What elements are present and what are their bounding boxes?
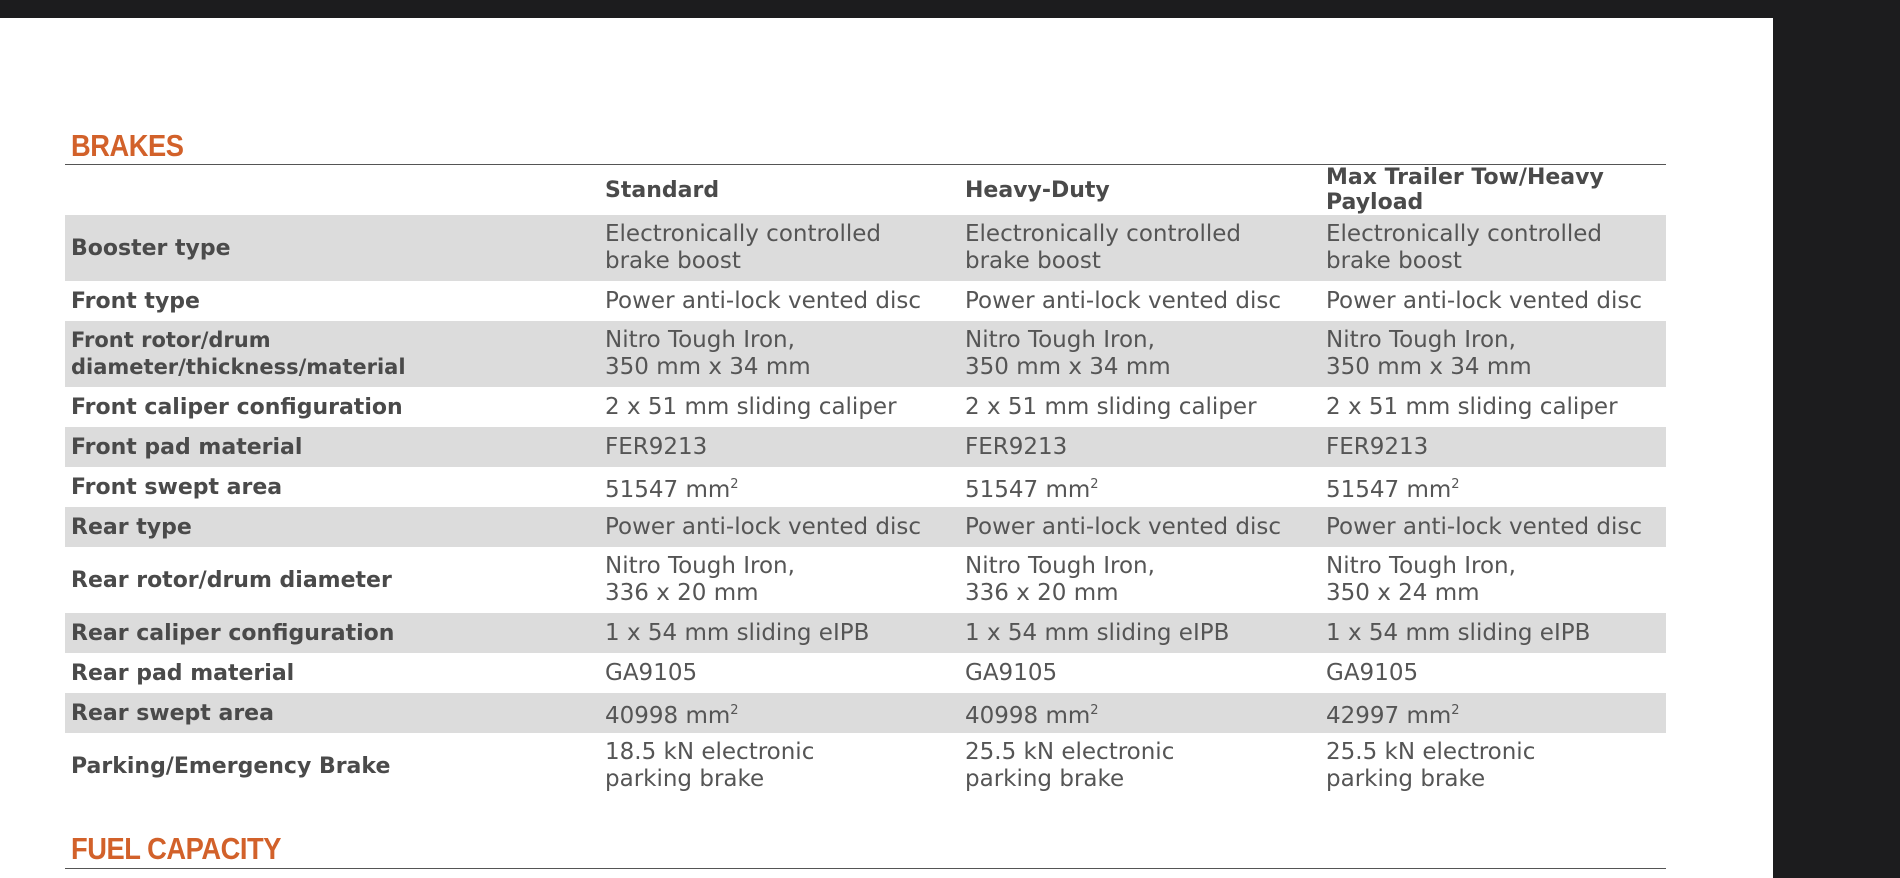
spec-value-cell [605, 387, 965, 427]
spec-value-cell [1326, 427, 1666, 467]
spec-value-line: 350 mm x 34 mm [965, 354, 1171, 380]
spec-value-line: 40998 mm [965, 702, 1091, 729]
spec-value-cell [605, 693, 965, 733]
table-row [65, 467, 1666, 507]
spec-value-cell [1326, 281, 1666, 321]
table-row [65, 387, 1666, 427]
spec-value-line: 1 x 54 mm sliding eIPB [965, 619, 1230, 646]
spec-value-line: brake boost [605, 248, 741, 274]
spec-value-line: 336 x 20 mm [965, 580, 1119, 606]
spec-value-line: GA9105 [605, 659, 698, 686]
spec-value-cell [1326, 693, 1666, 733]
spec-value-line: 350 mm x 34 mm [1326, 354, 1532, 380]
fuel-capacity-title-rule [65, 868, 1666, 869]
spec-value-line: Nitro Tough Iron, [605, 327, 795, 353]
fuel-capacity-section-title: FUEL CAPACITY [71, 831, 282, 866]
spec-value-cell [965, 507, 1326, 547]
spec-value-line: 1 x 54 mm sliding eIPB [605, 619, 870, 646]
spec-value-cell [605, 215, 965, 281]
spec-value-line: 51547 mm [965, 476, 1091, 503]
spec-value-cell [1326, 547, 1666, 613]
spec-value-cell [965, 387, 1326, 427]
spec-value-cell [1326, 653, 1666, 693]
spec-value-line: 1 x 54 mm sliding eIPB [1326, 619, 1591, 646]
spec-value-cell [965, 613, 1326, 653]
table-row [65, 653, 1666, 693]
row-label: Rear swept area [65, 693, 605, 733]
spec-value-line: brake boost [1326, 248, 1462, 274]
table-row [65, 693, 1666, 733]
spec-value-cell [605, 733, 965, 799]
row-label: Booster type [65, 215, 605, 281]
spec-value-line: parking brake [965, 766, 1125, 792]
spec-value-line: 40998 mm [605, 702, 731, 729]
table-header-row [65, 165, 1666, 215]
spec-value-line: 350 x 24 mm [1326, 580, 1480, 606]
unit-superscript: 2 [1451, 476, 1460, 492]
spec-value-cell [1326, 613, 1666, 653]
spec-value-line: 18.5 kN electronic [605, 739, 815, 765]
table-row [65, 281, 1666, 321]
spec-value-line: parking brake [605, 766, 765, 792]
spec-value-line: 350 mm x 34 mm [605, 354, 811, 380]
spec-value-line: Power anti-lock vented disc [1326, 513, 1643, 540]
spec-value-cell [605, 427, 965, 467]
spec-value-line: FER9213 [965, 433, 1068, 460]
spec-value-cell [965, 321, 1326, 387]
spec-value-cell [605, 467, 965, 507]
unit-superscript: 2 [730, 702, 739, 718]
spec-value-line: Power anti-lock vented disc [965, 287, 1282, 314]
spec-value-line: Power anti-lock vented disc [1326, 287, 1643, 314]
spec-value-line: 2 x 51 mm sliding caliper [965, 393, 1257, 420]
spec-value-line: Power anti-lock vented disc [965, 513, 1282, 540]
spec-value-line: Electronically controlled [965, 221, 1242, 247]
table-row [65, 733, 1666, 799]
spec-value-cell [605, 281, 965, 321]
table-row [65, 215, 1666, 281]
row-label: Front type [71, 288, 200, 314]
brakes-section-title: BRAKES [71, 128, 184, 163]
unit-superscript: 2 [1451, 702, 1460, 718]
spec-value-line: 336 x 20 mm [605, 580, 759, 606]
spec-value-cell [965, 733, 1326, 799]
spec-value-cell [965, 427, 1326, 467]
document-page [0, 18, 1773, 878]
spec-value-cell [605, 653, 965, 693]
viewer-right-panel [1773, 0, 1900, 878]
row-label: Rear caliper configuration [65, 613, 605, 653]
table-row [65, 427, 1666, 467]
table-row [65, 613, 1666, 653]
row-label: Front rotor/drum diameter/thickness/material [65, 321, 605, 387]
spec-value-line: GA9105 [1326, 659, 1419, 686]
spec-value-line: 51547 mm [605, 476, 731, 503]
spec-value-line: brake boost [965, 248, 1101, 274]
spec-value-cell [1326, 467, 1666, 507]
unit-superscript: 2 [730, 476, 739, 492]
header-standard: Standard [605, 177, 720, 203]
table-row [65, 547, 1666, 613]
spec-value-line: 2 x 51 mm sliding caliper [605, 393, 897, 420]
spec-value-cell [965, 215, 1326, 281]
spec-value-cell [1326, 321, 1666, 387]
unit-superscript: 2 [1090, 476, 1099, 492]
spec-value-line: Nitro Tough Iron, [965, 327, 1155, 353]
spec-value-line: Electronically controlled [605, 221, 882, 247]
spec-value-cell [605, 321, 965, 387]
spec-value-cell [605, 507, 965, 547]
spec-value-cell [1326, 387, 1666, 427]
spec-value-line: parking brake [1326, 766, 1486, 792]
spec-value-cell [965, 281, 1326, 321]
row-label: Rear rotor/drum diameter [71, 567, 392, 593]
spec-value-cell [965, 547, 1326, 613]
spec-value-line: Electronically controlled [1326, 221, 1603, 247]
spec-value-cell [605, 547, 965, 613]
row-label: Rear pad material [71, 660, 295, 686]
row-label: Rear type [65, 507, 605, 547]
spec-value-line: Power anti-lock vented disc [605, 513, 922, 540]
header-blank [65, 165, 605, 215]
spec-value-cell [965, 693, 1326, 733]
spec-value-cell [1326, 507, 1666, 547]
table-row [65, 507, 1666, 547]
header-heavy-duty: Heavy-Duty [965, 177, 1110, 203]
header-max-trailer-tow: Max Trailer Tow/Heavy Payload [1326, 165, 1604, 215]
row-label: Parking/Emergency Brake [71, 753, 391, 779]
viewer-top-bar [0, 0, 1900, 18]
unit-superscript: 2 [1090, 702, 1099, 718]
spec-value-cell [605, 613, 965, 653]
row-label: Front pad material [65, 427, 605, 467]
row-label: Front swept area [71, 474, 283, 500]
brakes-spec-table [65, 165, 1666, 799]
spec-value-line: Nitro Tough Iron, [605, 553, 795, 579]
spec-value-line: 2 x 51 mm sliding caliper [1326, 393, 1618, 420]
spec-value-cell [965, 653, 1326, 693]
spec-value-line: Nitro Tough Iron, [1326, 327, 1516, 353]
spec-value-line: Nitro Tough Iron, [965, 553, 1155, 579]
spec-value-line: FER9213 [605, 433, 708, 460]
spec-value-line: 25.5 kN electronic [965, 739, 1175, 765]
spec-value-line: FER9213 [1326, 433, 1429, 460]
spec-value-line: Power anti-lock vented disc [605, 287, 922, 314]
spec-value-line: 42997 mm [1326, 702, 1452, 729]
spec-value-cell [1326, 733, 1666, 799]
spec-value-line: 25.5 kN electronic [1326, 739, 1536, 765]
row-label: Front caliper configuration [71, 394, 403, 420]
spec-value-line: GA9105 [965, 659, 1058, 686]
spec-value-cell [965, 467, 1326, 507]
spec-value-line: Nitro Tough Iron, [1326, 553, 1516, 579]
spec-value-line: 51547 mm [1326, 476, 1452, 503]
spec-value-cell [1326, 215, 1666, 281]
table-row [65, 321, 1666, 387]
